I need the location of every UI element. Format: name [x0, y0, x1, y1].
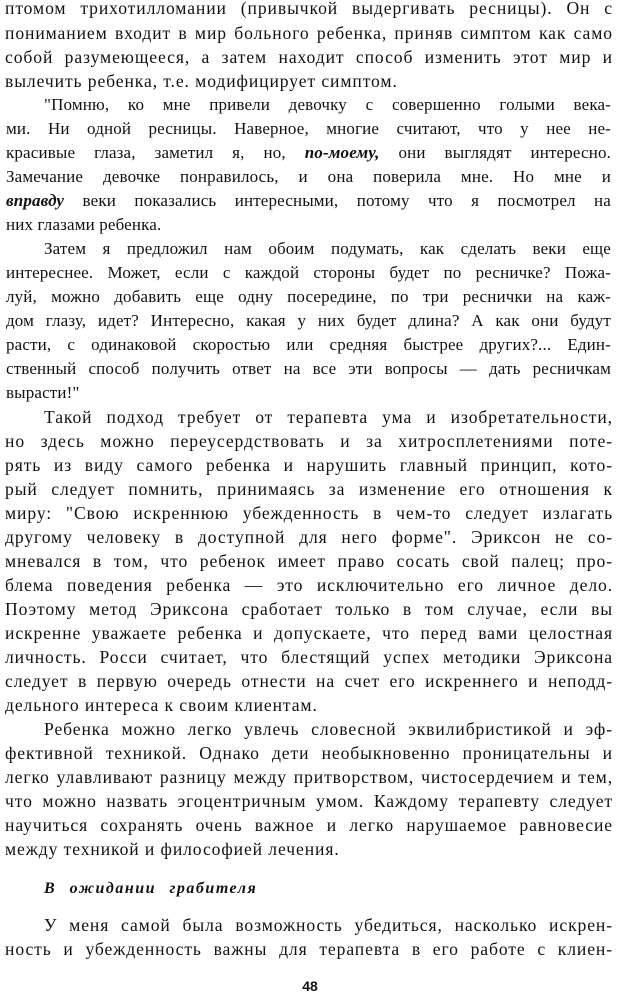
text-line: легко улавливают разницу между притворством, чистосердечием и тем,: [5, 767, 613, 787]
text-line: Поэтому метод Эриксона сработает только в том случае, если вы: [5, 599, 613, 619]
text-line: личность. Росси считает, что блестящий успех методики Эриксона: [5, 647, 613, 667]
text-line: вылечить ребенка, т.е. модифицирует симптом.: [5, 71, 398, 91]
text-line: ность и убежденность важны для терапевта в его работе с клиен-: [5, 939, 613, 959]
text-line: фективной техникой. Однако дети необыкновенно проницательны и: [5, 743, 613, 763]
text-line: между техникой и философией лечения.: [5, 839, 340, 859]
text-line: научиться сохранять очень важное и легко нарушаемое равновесие: [5, 815, 613, 835]
quote-line: дом глазу, идет? Интересно, какая у них будет длина? А как они будут: [6, 311, 611, 330]
text-line: У меня самой была возможность убедиться, насколько искрен-: [44, 915, 613, 935]
quote-line: расти, с одинаковой скоростью или средняя быстрее других?... Един-: [6, 335, 611, 354]
section-heading: В ожидании грабителя: [44, 880, 258, 897]
quote-line: Замечание девочке понравилось, и она поверила мне. Но мне и: [6, 167, 611, 186]
quote-line: ственный способ получить ответ на все эти вопросы — дать ресничкам: [6, 359, 611, 378]
text-line: рять из виду самого ребенка и нарушить главный принцип, кото-: [5, 455, 613, 475]
text-line: собой разумеющееся, а затем находит способ изменить этот мир и: [5, 47, 613, 67]
text-line: дельного интереса к своим клиентам.: [5, 695, 318, 715]
text-line: другому человеку в доступной для него форме". Эриксон не со-: [5, 527, 613, 547]
text-line: птомом трихотилломании (привычкой выдергивать ресницы). Он с: [5, 0, 613, 18]
quote-line: интереснее. Может, если с каждой стороны будет по ресничке? Пожа-: [6, 263, 611, 282]
quote-line: луй, можно добавить еще одну посередине, по три реснички на каж-: [6, 287, 611, 306]
page-number: 48: [302, 978, 318, 994]
quote-line: них глазами ребенка.: [6, 215, 162, 234]
quote-line: ми. Ни одной ресницы. Наверное, многие считают, что у нее не-: [6, 119, 611, 138]
text-line: Ребенка можно легко увлечь словесной эквилибристикой и эф-: [44, 719, 613, 739]
text-line: миру: "Свою искреннюю убежденность в чем-то следует излагать: [5, 503, 613, 523]
quote-line: вырасти!": [6, 383, 80, 402]
text-line: Такой подход требует от терапевта ума и изобретательности,: [44, 407, 613, 427]
text-line: что можно назвать эгоцентричным умом. Каждому терапевту следует: [5, 791, 613, 811]
text-line: искренне уважаете ребенка и допускаете, что перед вами целостная: [5, 623, 613, 643]
quote-line: "Помню, ко мне привели девочку с совершенно голыми века-: [44, 95, 611, 114]
text-line: но здесь можно переусердствовать и за хитросплетениями поте-: [5, 431, 613, 451]
text-line: рый следует помнить, принимаясь за изменение его отношения к: [5, 479, 613, 499]
quote-line: Затем я предложил нам обоим подумать, как сделать веки еще: [44, 239, 611, 258]
text-line: пониманием входит в мир больного ребенка, приняв симптом как само: [5, 23, 613, 43]
text-line: блема поведения ребенка — это исключительно его личное дело.: [5, 575, 613, 595]
emphasis: вправду: [6, 191, 65, 210]
emphasis: по-моему,: [304, 143, 380, 162]
quote-line: вправду веки показались интересными, потому что я посмотрел на: [6, 191, 611, 210]
quote-line: красивые глаза, заметил я, но, по-моему, они выглядят интересно.: [6, 143, 611, 162]
text-line: следует в первую очередь отнести на счет его искреннего и неподд-: [5, 671, 613, 691]
text-line: мневался в том, что ребенок имеет право сосать свой палец; про-: [5, 551, 613, 571]
